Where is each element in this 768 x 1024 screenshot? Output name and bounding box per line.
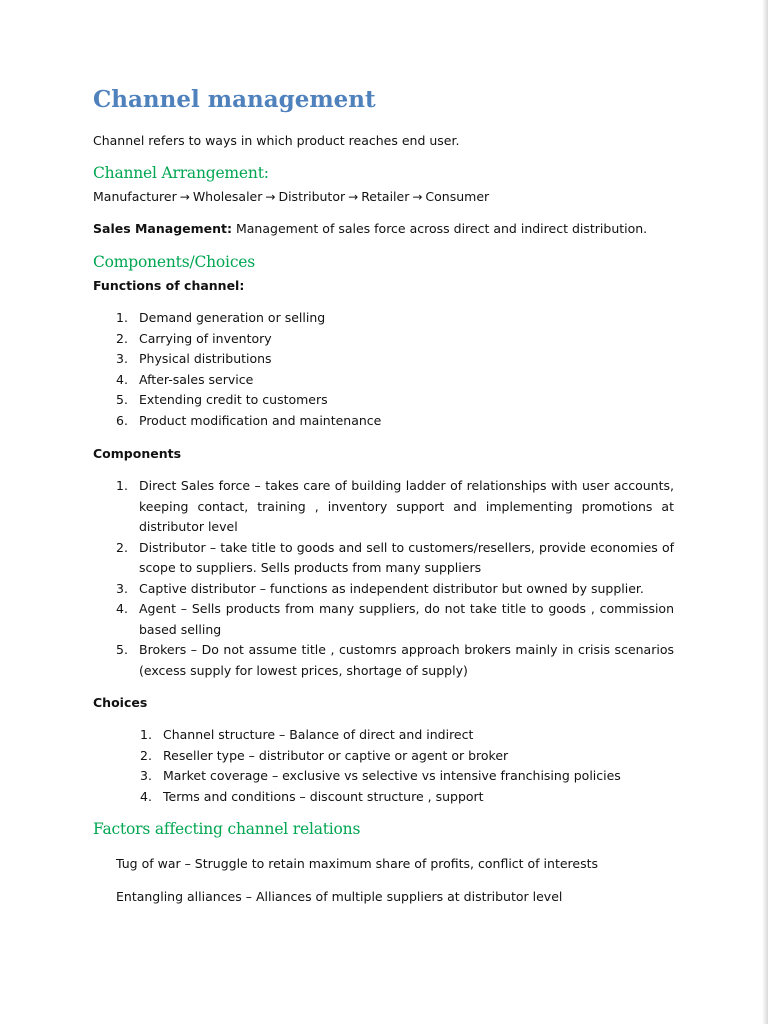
list-item	[93, 476, 674, 538]
list-item	[93, 411, 381, 432]
list-item-text: Terms and conditions – discount structure , support	[163, 788, 484, 804]
list-number: 2.	[140, 747, 152, 763]
arrow-right-icon: →	[348, 190, 359, 204]
arrow-right-icon: →	[412, 190, 423, 204]
list-item	[93, 766, 674, 787]
list-item-text: Captive distributor – functions as independent distributor but owned by supplier.	[139, 580, 644, 596]
chain-step: Wholesaler	[192, 189, 263, 204]
section-heading-factors: Factors affecting channel relations	[93, 820, 361, 838]
arrow-right-icon: →	[265, 190, 276, 204]
list-item	[93, 329, 381, 350]
list-number: 5.	[116, 392, 128, 407]
arrow-right-icon: →	[179, 190, 190, 204]
list-item	[93, 787, 674, 808]
intro-paragraph: Channel refers to ways in which product reaches end user.	[93, 133, 460, 148]
chain-step: Manufacturer	[93, 189, 177, 204]
list-item-text: Agent – Sells products from many suppliers, do not take title to goods , commission based selling	[139, 601, 674, 637]
list-item	[93, 370, 381, 391]
list-item	[93, 579, 674, 600]
list-item	[93, 746, 674, 767]
channel-chain	[93, 187, 489, 207]
list-number: 3.	[140, 768, 152, 783]
list-item	[93, 390, 381, 411]
sales-management-paragraph	[93, 219, 647, 239]
factor-item-tug-of-war: Tug of war – Struggle to retain maximum share of profits, conflict of interests	[116, 856, 599, 871]
list-number: 1.	[116, 478, 128, 493]
components-list	[93, 476, 674, 681]
components-label: Components	[93, 446, 182, 461]
page-edge-shadow	[762, 0, 768, 1024]
list-item	[93, 725, 674, 746]
list-item	[93, 308, 381, 329]
list-item-text: Carrying of inventory	[139, 330, 272, 346]
list-item-text: Distributor – take title to goods and sell to customers/resellers, provide economies of scope to suppliers. Sells products from many suppliers	[139, 539, 674, 575]
list-item	[93, 599, 674, 640]
list-item-text: After-sales service	[139, 371, 254, 387]
chain-step: Distributor	[278, 189, 346, 204]
list-number: 2.	[116, 539, 128, 555]
list-number: 6.	[116, 412, 128, 428]
list-item-text: Direct Sales force – takes care of building ladder of relationships with user accounts, keeping contact, training , inventory support and implementing promotions at distributor level	[139, 478, 674, 534]
functions-list	[93, 308, 381, 431]
list-number: 5.	[116, 642, 128, 657]
list-item-text: Physical distributions	[139, 351, 272, 366]
list-number: 1.	[140, 727, 152, 742]
list-item	[93, 349, 381, 370]
list-item-text: Extending credit to customers	[139, 392, 328, 407]
chain-step: Retailer	[361, 189, 410, 204]
section-heading-arrangement: Channel Arrangement:	[93, 164, 269, 182]
factor-item-entangling-alliances: Entangling alliances – Alliances of multiple suppliers at distributor level	[116, 889, 563, 904]
sales-management-label: Sales Management:	[93, 221, 233, 236]
section-heading-components-choices: Components/Choices	[93, 253, 256, 271]
list-number: 3.	[116, 580, 128, 596]
list-item-text: Product modification and maintenance	[139, 412, 382, 428]
list-item-text: Demand generation or selling	[139, 310, 326, 325]
list-number: 3.	[116, 351, 128, 366]
page-title: Channel management	[93, 86, 376, 113]
list-item	[93, 538, 674, 579]
list-item-text: Market coverage – exclusive vs selective vs intensive franchising policies	[163, 768, 621, 783]
functions-label: Functions of channel:	[93, 278, 245, 293]
choices-label: Choices	[93, 695, 148, 710]
chain-step: Consumer	[425, 189, 490, 204]
list-number: 4.	[116, 601, 128, 616]
list-item-text: Brokers – Do not assume title , customrs approach brokers mainly in crisis scenarios (excess supply for lowest prices, shortage of supply)	[139, 642, 674, 678]
list-item-text: Channel structure – Balance of direct and indirect	[163, 727, 474, 742]
list-number: 1.	[116, 310, 128, 325]
list-number: 2.	[116, 330, 128, 346]
list-number: 4.	[140, 788, 152, 804]
sales-management-text: Management of sales force across direct and indirect distribution.	[232, 221, 648, 236]
choices-list	[93, 725, 674, 807]
list-number: 4.	[116, 371, 128, 387]
list-item	[93, 640, 674, 681]
list-item-text: Reseller type – distributor or captive or agent or broker	[163, 747, 509, 763]
